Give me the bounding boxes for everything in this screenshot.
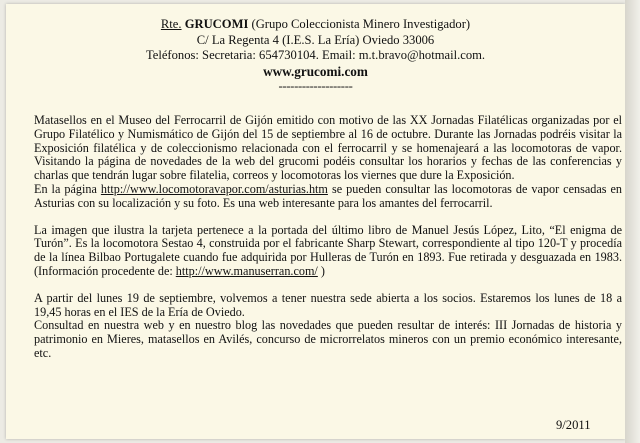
paragraph-imagen (34, 224, 622, 279)
org-short-name: GRUCOMI (184, 17, 249, 31)
paragraph-sede: A partir del lunes 19 de septiembre, volvemos a tener nuestra sede abierta a los socios. Estaremos los lunes de 18 a 19,45 horas en el IES de la Ería de Oviedo. (34, 290, 622, 319)
phones-line: Teléfonos: Secretaria: 654730104. Email: m.t.bravo@hotmail.com. (145, 48, 486, 63)
address-line: C/ La Regenta 4 (I.E.S. La Ería) Oviedo 33006 (196, 32, 435, 47)
para3-end: ) (320, 263, 325, 278)
organization-line (6, 17, 625, 33)
paragraph-locomotoras-web (34, 183, 622, 211)
para2-prefix: En la página (34, 181, 97, 196)
org-full-name: (Grupo Coleccionista Minero Investigador) (251, 17, 471, 31)
rte-label: Rte. (160, 17, 182, 31)
card-body (34, 114, 622, 361)
manuserran-link[interactable]: http://www.manuserran.com/ (175, 263, 318, 278)
website-line: www.grucomi.com (263, 63, 368, 79)
scan-edge (625, 0, 640, 443)
postcard (6, 4, 625, 439)
para3-main: La imagen que ilustra la tarjeta pertenece a la portada del último libro de Manuel Jesús López, Lito, “El enigma de Turón”. Es la locomotora Sestao 4, construida por el fabricante Sharp Stewart, correspondiente al tipo 120-T y procedía de la línea Bilbao Portugalete cuando fue adquirida por Hulleras de Turón en 1893. Fue retirada y desguazada en 1983. (Información procedente de: (34, 222, 622, 278)
card-date: 9/2011 (556, 418, 591, 432)
paragraph-jornadas: Matasellos en el Museo del Ferrocarril de Gijón emitido con motivo de las XX Jornadas Filatélicas organizadas por el Grupo Filatélico y Numismático de Gijón del 15 de septiembre al 16 de octubre. Durante las Jornadas podréis visitar la Exposición filatélica y de coleccionismo relacionada con el ferrocarril y se homenajeará a las locomotoras de vapor. Visitando la página de novedades de la web del grucomi podéis consultar los horarios y fechas de las conferencias y charlas que tendrán lugar sobre filatelia, correos y locomotoras los viernes que dure la Exposición. (34, 113, 622, 183)
para2-suffix: se pueden consultar las locomotoras de vapor censadas en Asturias con su localización y su foto. Es una web interesante para los amantes del ferrocarril. (34, 181, 623, 210)
paragraph-novedades: Consultad en nuestra web y en nuestro blog las novedades que pueden resultar de interés: III Jornadas de historia y patrimonio en Mieres, matasellos en Avilés, concurso de microrrelatos mineros con un premio económico interesante, etc. (34, 318, 622, 360)
locomotoravapor-link[interactable]: http://www.locomotoravapor.com/asturias.htm (100, 181, 328, 196)
header-divider: ------------------- (278, 79, 353, 94)
sender-header (6, 17, 625, 95)
